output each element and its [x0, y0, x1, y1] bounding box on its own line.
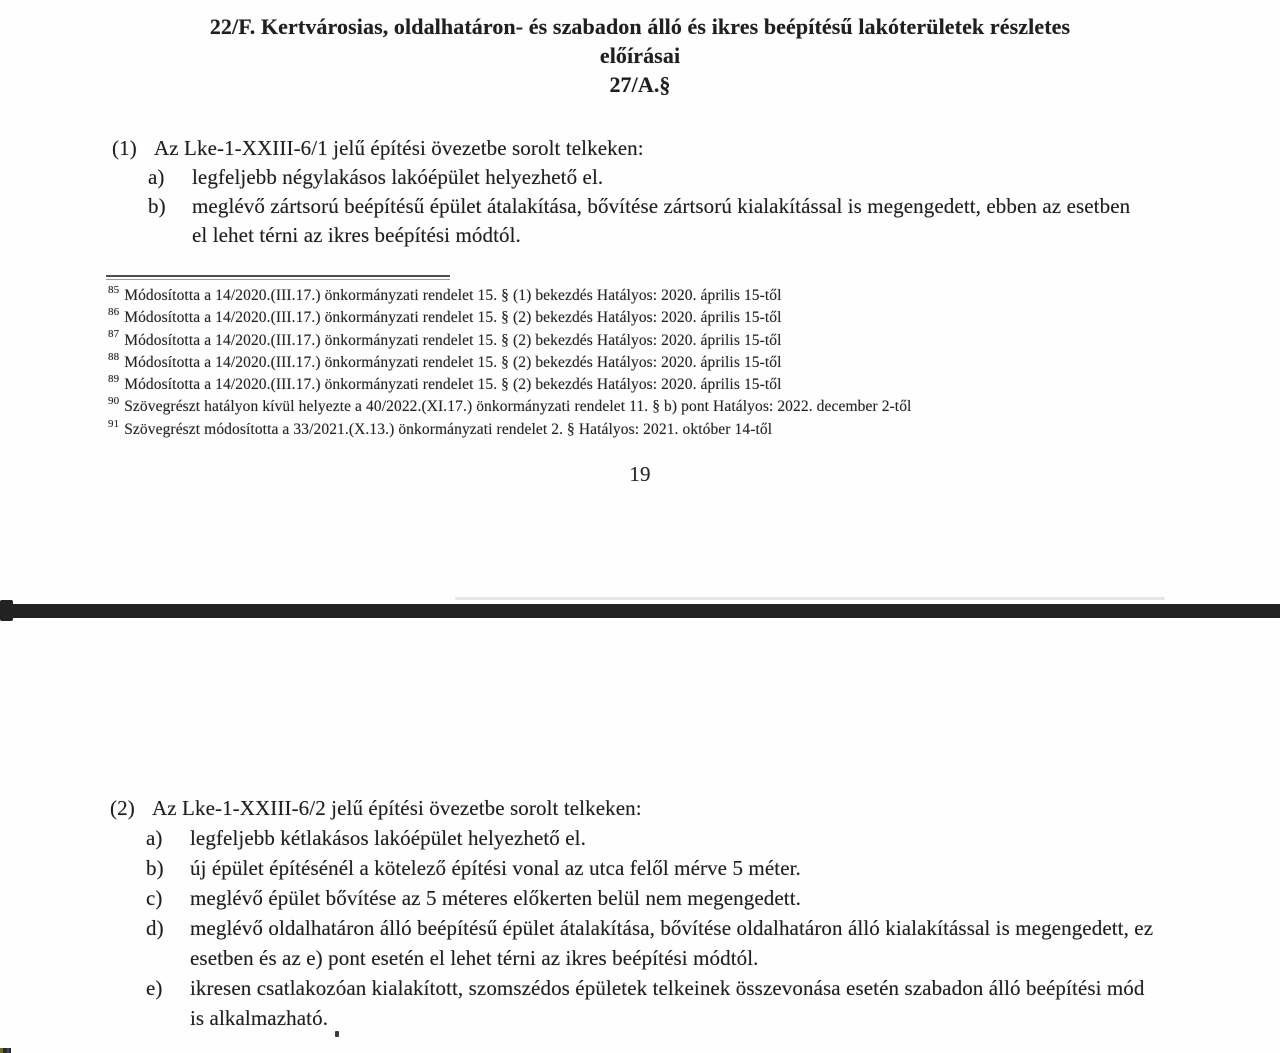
list-item	[110, 853, 1158, 883]
list-item-text: meglévő oldalhatáron álló beépítésű épület átalakítása, bővítése oldalhatáron álló kialakítással is megengedett, ez esetben és az e) pont esetén el lehet térni az ikres beépítési módtól.	[190, 916, 1154, 970]
list-item-marker: e)	[146, 976, 163, 1000]
title-line-1: 22/F. Kertvárosias, oldalhatáron- és szabadon álló és ikres beépítésű lakóterületek részletes	[209, 14, 1071, 39]
footnote-number: 90	[108, 395, 120, 408]
footnote-text: Szövegrészt hatályon kívül helyezte a 40/2022.(XI.17.) önkormányzati rendelet 11. § b) pont Hatályos: 2022. december 2-től	[124, 398, 912, 416]
page-number: 19	[629, 462, 651, 486]
page-break-bar-left-blob	[0, 600, 13, 621]
list-item-text: ikresen csatlakozóan kialakított, szomszédos épületek telkeinek összevonása esetén szabadon álló beépítési mód is alkalmazható.	[190, 976, 1145, 1030]
footnote-text: Módosította a 14/2020.(III.17.) önkormányzati rendelet 15. § (2) bekezdés Hatályos: 2020. április 15-től	[124, 376, 782, 394]
page-break-bar	[0, 604, 1280, 618]
ink-speck-artifact	[335, 1031, 339, 1037]
list-item-text: új épület építésénél a kötelező építési vonal az utca felől mérve 5 méter.	[190, 856, 801, 880]
list-item	[110, 973, 1158, 1033]
paragraph-1	[112, 134, 1147, 250]
list-item-marker: b)	[146, 856, 164, 880]
paragraph-1-marker: (1)	[112, 136, 137, 160]
list-item-marker: c)	[146, 886, 163, 910]
list-item-marker: a)	[146, 826, 163, 850]
footnote-number: 87	[108, 328, 120, 341]
list-item-marker: d)	[146, 916, 164, 940]
scan-smudge-artifact	[455, 597, 1165, 600]
list-item-text: meglévő épület bővítése az 5 méteres előkerten belül nem megengedett.	[190, 886, 801, 910]
footnote-number: 86	[108, 306, 120, 319]
footnote-text: Módosította a 14/2020.(III.17.) önkormányzati rendelet 15. § (2) bekezdés Hatályos: 2020. április 15-től	[124, 309, 782, 327]
list-item-text: legfeljebb kétlakásos lakóépület helyezhető el.	[190, 826, 586, 850]
paragraph-1-intro: Az Lke-1-XXIII-6/1 jelű építési övezetbe sorolt telkeken:	[154, 136, 644, 160]
footnote-separator-line	[106, 275, 450, 280]
list-item-text: legfeljebb négylakásos lakóépület helyezhető el.	[192, 165, 604, 189]
paragraph-2-intro: Az Lke-1-XXIII-6/2 jelű építési övezetbe sorolt telkeken:	[152, 796, 642, 820]
footnote-number: 88	[108, 350, 120, 363]
list-item	[110, 883, 1158, 913]
list-item	[112, 192, 1147, 250]
list-item-text: meglévő zártsorú beépítésű épület átalakítása, bővítése zártsorú kialakítással is megengedett, ebben az esetben el lehet térni az ikres beépítési módtól.	[192, 194, 1131, 247]
paragraph-1-intro-row	[112, 134, 1147, 163]
footnote-number: 89	[108, 373, 120, 386]
list-item-marker: a)	[148, 165, 165, 189]
list-item	[110, 823, 1158, 853]
footnote-number: 85	[108, 283, 120, 296]
footnote	[108, 307, 1168, 329]
footnote	[108, 330, 1168, 352]
footnote-text: Módosította a 14/2020.(III.17.) önkormányzati rendelet 15. § (2) bekezdés Hatályos: 2020. április 15-től	[124, 353, 782, 371]
list-item-marker: b)	[148, 194, 166, 218]
footnote-text: Szövegrészt módosította a 33/2021.(X.13.) önkormányzati rendelet 2. § Hatályos: 2021. október 14-től	[124, 420, 773, 438]
footnotes	[108, 285, 1168, 441]
list-item	[110, 913, 1158, 973]
corner-speck-artifact	[0, 1048, 11, 1053]
footnote	[108, 285, 1168, 307]
footnote	[108, 419, 1168, 441]
footnote	[108, 352, 1168, 374]
paragraph-2-intro-row	[110, 793, 1158, 823]
footnote	[108, 396, 1168, 418]
section-number: 27/A.§	[609, 72, 671, 97]
paragraph-2	[110, 793, 1158, 1033]
paragraph-2-marker: (2)	[110, 796, 135, 820]
footnote	[108, 374, 1168, 396]
section-title	[0, 12, 1280, 99]
footnote-number: 91	[108, 417, 120, 430]
title-line-2: előírásai	[599, 43, 681, 68]
list-item	[112, 163, 1147, 192]
footnote-text: Módosította a 14/2020.(III.17.) önkormányzati rendelet 15. § (2) bekezdés Hatályos: 2020. április 15-től	[124, 331, 782, 349]
footnote-text: Módosította a 14/2020.(III.17.) önkormányzati rendelet 15. § (1) bekezdés Hatályos: 2020. április 15-től	[124, 287, 782, 304]
